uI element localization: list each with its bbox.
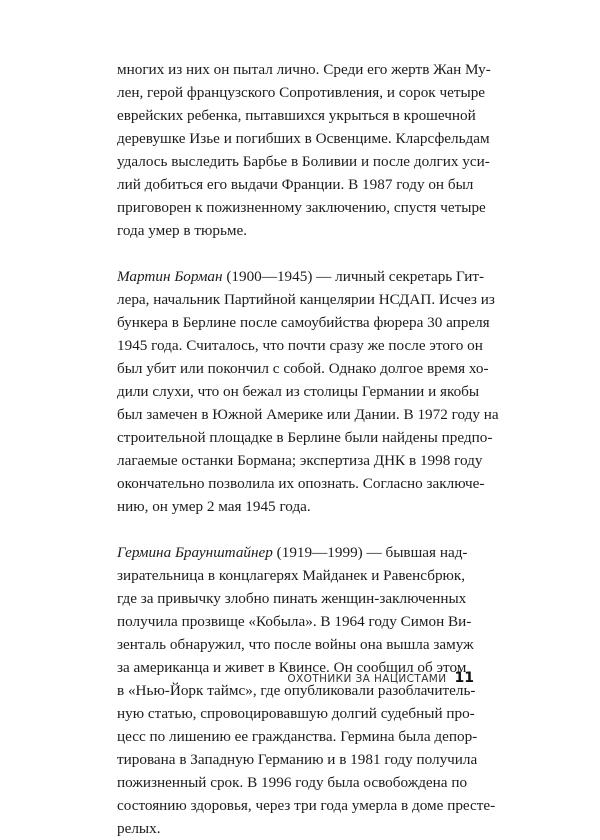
text-line: лий добиться его выдачи Франции. В 1987 году он был: [117, 176, 474, 193]
text-run: (1900—1945) — личный секретарь Гит-: [222, 268, 485, 285]
text-line: зирательница в концлагерях Майданек и Равенсбрюк,: [117, 567, 466, 584]
text-line: нию, он умер 2 мая 1945 года.: [117, 498, 311, 515]
text-line-first: [117, 541, 472, 564]
paragraph-barbie: [117, 58, 491, 242]
text-line: ную статью, спровоцировавшую долгий судебный про-: [117, 705, 475, 722]
text-line: 1945 года. Считалось, что почти сразу же после этого он: [117, 337, 483, 354]
text-line: удалось выследить Барбье в Боливии и после долгих уси-: [117, 153, 490, 170]
text-line: лера, начальник Партийной канцелярии НСДАП. Исчез из: [117, 291, 495, 308]
text-line: состоянию здоровья, через три года умерла в доме престе-: [117, 797, 496, 814]
text-line: за американца и живет в Квинсе. Он сообщил об этом: [117, 659, 467, 676]
page-body: [117, 58, 499, 840]
text-line: зенталь обнаружил, что после войны она вышла замуж: [117, 636, 474, 653]
person-name: Гермина Браунштайнер: [117, 544, 273, 561]
text-line: пожизненный срок. В 1996 году была освобождена по: [117, 774, 468, 791]
paragraph-gap: [117, 518, 472, 541]
running-title: ОХОТНИКИ ЗА НАЦИСТАМИ: [287, 673, 447, 685]
text-line: в «Нью-Йорк таймс», где опубликовали разоблачитель-: [117, 682, 476, 699]
text-line: бункера в Берлине после самоубийства фюрера 30 апреля: [117, 314, 490, 331]
page-footer: [287, 667, 474, 686]
text-line: дили слухи, что он бежал из столицы Германии и якобы: [117, 383, 480, 400]
text-line: многих из них он пытал лично. Среди его жертв Жан Му-: [117, 61, 491, 78]
text-line: еврейских ребенка, пытавшихся укрыться в крошечной: [117, 107, 476, 124]
text-line-first: [117, 265, 485, 288]
text-line: приговорен к пожизненному заключению, спустя четыре: [117, 199, 486, 216]
text-line: строительной площадке в Берлине были найдены предпо-: [117, 429, 493, 446]
page-number: 11: [454, 670, 474, 686]
text-line: был замечен в Южной Америке или Дании. В 1972 году на: [117, 406, 499, 423]
text-line: был убит или покончил с собой. Однако долгое время хо-: [117, 360, 489, 377]
text-line: лагаемые останки Бормана; экспертиза ДНК в 1998 году: [117, 452, 483, 469]
text-line: получила прозвище «Кобыла». В 1964 году Симон Ви-: [117, 613, 472, 630]
text-line: тирована в Западную Германию и в 1981 году получила: [117, 751, 478, 768]
text-line: окончательно позволила их опознать. Согласно заключе-: [117, 475, 485, 492]
text-line: деревушке Изье и погибших в Освенциме. Кларсфельдам: [117, 130, 490, 147]
person-name: Мартин Борман: [117, 268, 223, 285]
text-line: цесс по лишению ее гражданства. Гермина была депор-: [117, 728, 478, 745]
text-line: года умер в тюрьме.: [117, 222, 248, 239]
paragraph-gap: [117, 242, 472, 265]
text-line: релых.: [117, 820, 161, 837]
paragraph-bormann: [117, 265, 499, 518]
text-run: (1919—1999) — бывшая над-: [272, 544, 468, 561]
text-line: лен, герой французского Сопротивления, и сорок четыре: [117, 84, 486, 101]
text-line: где за привычку злобно пинать женщин-заключенных: [117, 590, 467, 607]
paragraph-braunsteiner: [117, 541, 496, 840]
